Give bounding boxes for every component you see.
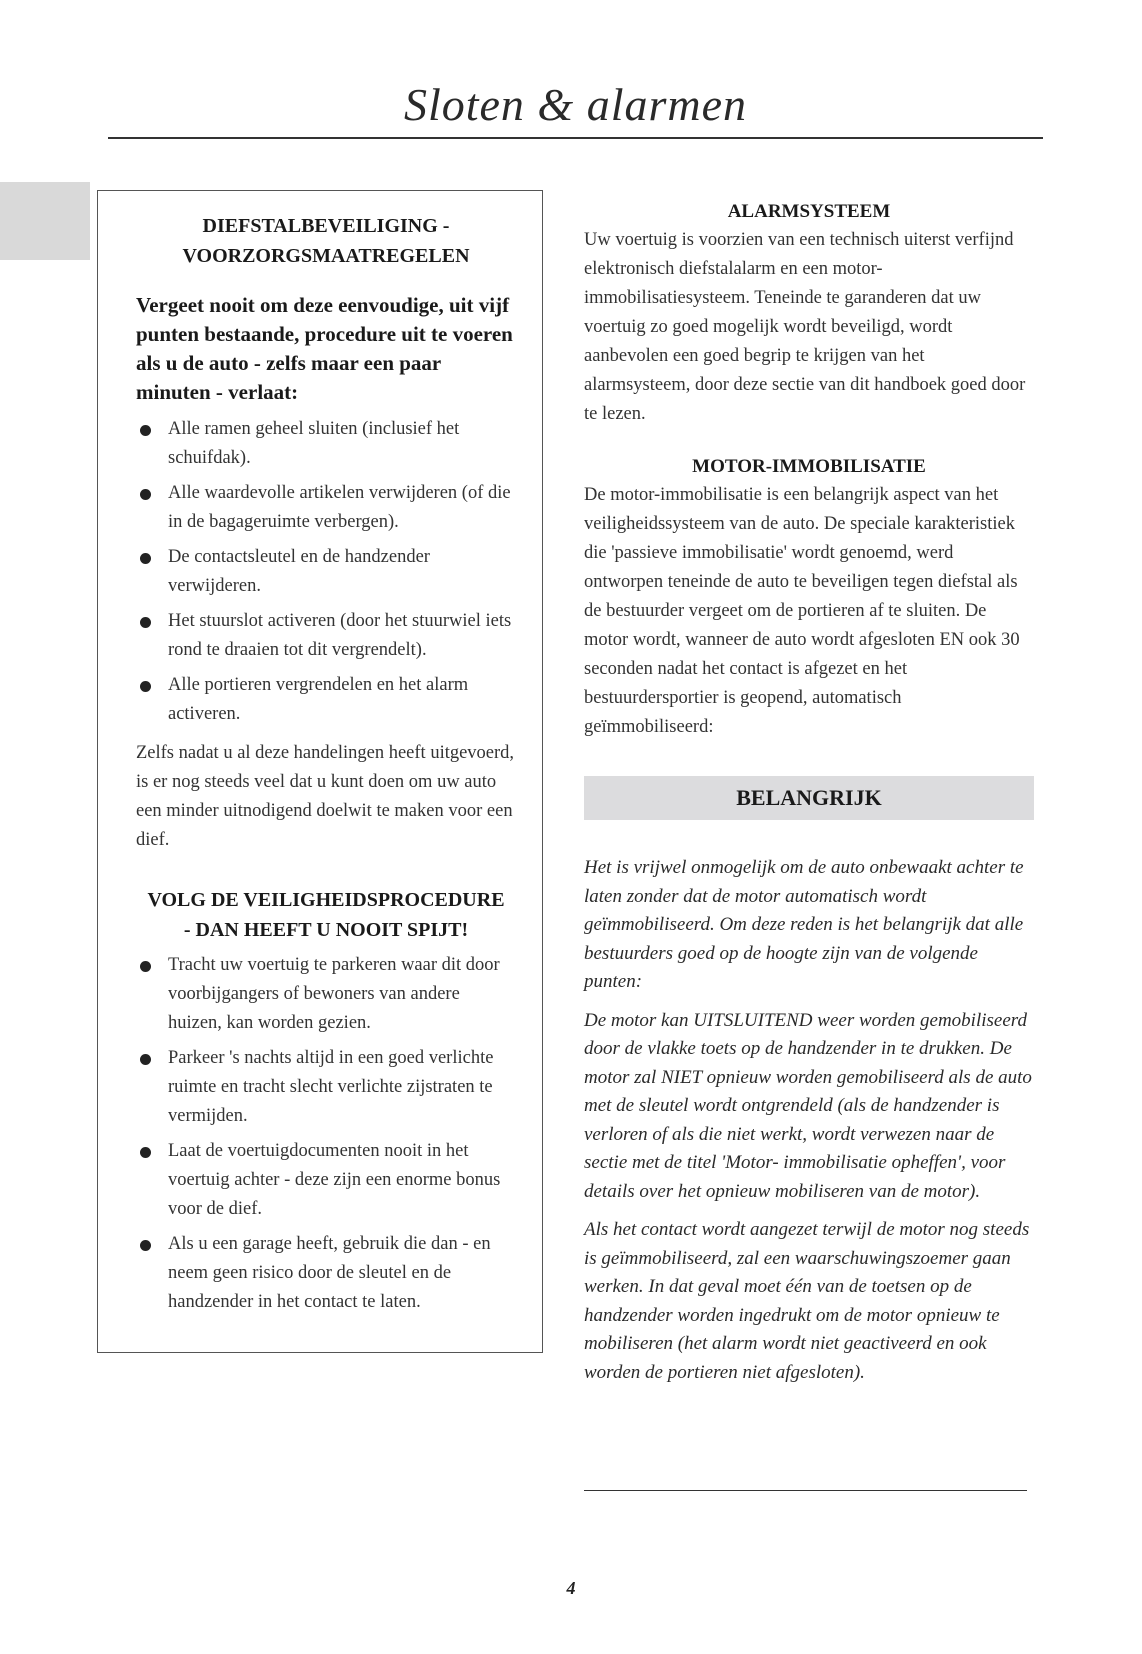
important-paragraph-1: Het is vrijwel onmogelijk om de auto onbewaakt achter te laten zonder dat de motor automatisch wordt geïmmobiliseerd. Om deze reden is het belangrijk dat alle bestuurders goed op de hoogte zijn van de volgende punten: [584, 857, 1024, 992]
bullet-icon [140, 1240, 151, 1251]
list-item: Laat de voertuigdocumenten nooit in het voertuig achter - deze zijn een enorme bonus voor de dief. [136, 1137, 516, 1224]
immobiliser-text: De motor-immobilisatie is een belangrijk aspect van het veiligheidssysteem van de auto. De speciale karakteristiek die 'passieve immobilisatie' wordt genoemd, werd ontworpen teneinde de auto te beveiligen tegen diefstal als de bestuurder vergeet om de portieren af te sluiten. De motor wordt, wanneer de auto wordt afgesloten EN ook 30 seconden nadat het contact is afgezet en het bestuurdersportier is geopend, automatisch geïmmobiliseerd: [584, 485, 1020, 737]
list-item: Tracht uw voertuig te parkeren waar dit door voorbijgangers of bewoners van andere huizen, kan worden gezien. [136, 951, 516, 1038]
important-banner: BELANGRIJK [584, 776, 1034, 820]
section-end-divider [584, 1490, 1027, 1491]
list-item: Als u een garage heeft, gebruik die dan - en neem geen risico door de sleutel en de handzender in het contact te laten. [136, 1230, 516, 1317]
page-title: Sloten & alarmen [403, 79, 748, 130]
precautions-box [97, 190, 543, 1353]
title-divider [108, 137, 1043, 139]
alarm-text: Uw voertuig is voorzien van een technisch uiterst verfijnd elektronisch diefstalalarm en een motor-immobilisatiesysteem. Teneinde te garanderen dat uw voertuig zo goed mogelijk wordt beveiligd, wordt aanbevolen een goed begrip te krijgen van het alarmsysteem, door deze sectie van dit handboek goed door te lezen. [584, 230, 1026, 424]
bullet-icon [140, 1147, 151, 1158]
list-item: Alle ramen geheel sluiten (inclusief het schuifdak). [136, 415, 516, 473]
box-heading-line1: DIEFSTALBEVEILIGING - [202, 215, 450, 237]
list-item: Alle waardevolle artikelen verwijderen (of die in de bagageruimte verbergen). [136, 479, 516, 537]
bullet-icon [140, 617, 151, 628]
list-item: De contactsleutel en de handzender verwijderen. [136, 543, 516, 601]
precautions-list [136, 415, 516, 729]
bullet-icon [140, 681, 151, 692]
box-paragraph: Zelfs nadat u al deze handelingen heeft uitgevoerd, is er nog steeds veel dat u kunt doen om uw auto een minder uitnodigend doelwit te maken voor een dief. [136, 743, 515, 850]
safety-heading-line2: - DAN HEEFT U NOOIT SPIJT! [183, 919, 469, 941]
section-tab-marker [0, 182, 90, 260]
bullet-icon [140, 553, 151, 564]
box-intro: Vergeet nooit om deze eenvoudige, uit vijf punten bestaande, procedure uit te voeren als u de auto - zelfs maar een paar minuten - verlaat: [136, 293, 513, 404]
bullet-icon [140, 425, 151, 436]
right-column [584, 198, 1034, 1387]
immobiliser-heading: MOTOR-IMMOBILISATIE [692, 456, 926, 477]
bullet-icon [140, 489, 151, 500]
alarm-heading: ALARMSYSTEEM [727, 201, 891, 222]
bullet-icon [140, 961, 151, 972]
page-number: 4 [566, 1578, 576, 1598]
important-paragraph-2: De motor kan UITSLUITEND weer worden gemobiliseerd door de vlakke toets op de handzender in te drukken. De motor zal NIET opnieuw worden gemobiliseerd als de auto met de sleutel wordt ontgrendeld (als de handzender is verloren of als die niet werkt, wordt verwezen naar de sectie met de titel 'Motor- immobilisatie opheffen', voor details over het opnieuw mobiliseren van de motor). [584, 1009, 1032, 1202]
box-heading-line2: VOORZORGSMAATREGELEN [182, 245, 470, 267]
safety-procedure-heading [136, 885, 516, 945]
list-item: Het stuurslot activeren (door het stuurwiel iets rond te draaien tot dit vergrendelt). [136, 607, 516, 665]
important-paragraph-3: Als het contact wordt aangezet terwijl de motor nog steeds is geïmmobiliseerd, zal een waarschuwingszoemer gaan werken. In dat geval moet één van de toetsen op de handzender worden ingedrukt om de motor opnieuw te mobiliseren (het alarm wordt niet geactiveerd en ook worden de portieren niet afgesloten). [584, 1219, 1030, 1383]
safety-list [136, 951, 516, 1317]
box-heading [136, 211, 516, 271]
safety-heading-line1: VOLG DE VEILIGHEIDSPROCEDURE [147, 889, 505, 911]
list-item: Alle portieren vergrendelen en het alarm activeren. [136, 671, 516, 729]
list-item: Parkeer 's nachts altijd in een goed verlichte ruimte en tracht slecht verlichte zijstraten te vermijden. [136, 1044, 516, 1131]
bullet-icon [140, 1054, 151, 1065]
